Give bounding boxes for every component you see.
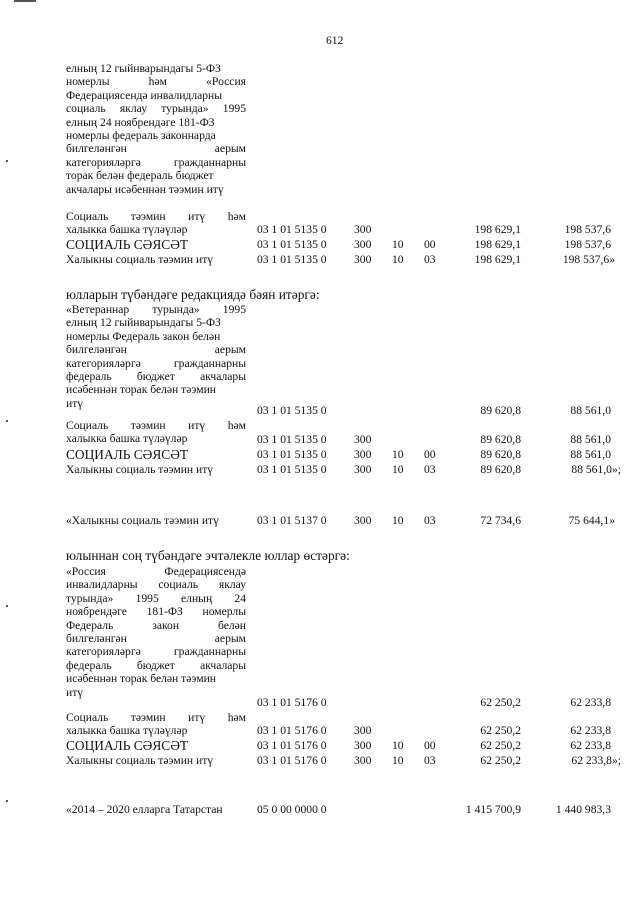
row-label: СОЦИАЛЬ СӘЯСӘТ (66, 738, 189, 753)
program-code: 03 1 01 5135 0 (257, 433, 327, 446)
description-line: Федерациясендә инвалидларны (66, 88, 223, 102)
program-code: 03 1 01 5135 0 (257, 238, 327, 251)
amount-2016: 88 561,0»; (571, 463, 621, 476)
row-label-line: халыкка башка түләүләр (66, 432, 188, 446)
row-label: Халыкны социаль тәэмин итү (66, 754, 214, 767)
description-line: итү (66, 396, 84, 410)
scan-corner-mark (14, 0, 36, 2)
section-code: 10 (392, 463, 404, 476)
amount-2016: 62 233,8 (570, 724, 611, 737)
program-code: 03 1 01 5176 0 (257, 696, 327, 709)
amount-2015: 89 620,8 (480, 433, 521, 446)
description-line: категорияләргә гражданнарны (66, 645, 246, 659)
description-line: елның 12 гыйнварындагы 5-ФЗ (66, 62, 221, 75)
section-code: 10 (392, 238, 404, 251)
amount-2015: 89 620,8 (480, 463, 521, 476)
amount-2015: 198 629,1 (474, 238, 521, 251)
description-line: «Россия Федерациясендә (66, 565, 246, 578)
budget-item-description (66, 62, 246, 196)
expense-type-code: 300 (354, 448, 372, 461)
amount-2016: 62 233,8»; (571, 754, 621, 767)
description-line: билгеләнгән аерым (66, 343, 246, 357)
budget-item-description (66, 303, 246, 410)
description-line: турында» 1995 елның 24 (66, 591, 246, 605)
subsection-code: 00 (424, 238, 436, 251)
amount-2016: 62 233,8 (570, 739, 611, 752)
description-line: федераль бюджет акчалары (66, 658, 246, 672)
row-label-line: халыкка башка түләүләр (66, 724, 188, 738)
budget-item-description (66, 565, 246, 699)
expense-type-code: 300 (354, 433, 372, 446)
amount-2016: 62 233,8 (570, 696, 611, 709)
amount-2016: 198 537,6» (562, 253, 615, 266)
amount-2015: 89 620,8 (480, 404, 521, 417)
description-line: торак белән федераль бюджет (66, 169, 214, 183)
section-code: 10 (392, 739, 404, 752)
amount-2016: 75 644,1» (568, 514, 615, 527)
row-label: «Халыкны социаль тәэмин итү (66, 514, 219, 527)
description-line: билгеләнгән аерым (66, 142, 246, 156)
description-line: елның 12 гыйнварындагы 5-ФЗ (66, 316, 221, 330)
expense-type-code: 300 (354, 754, 372, 767)
amount-2015: 198 629,1 (474, 223, 521, 236)
program-code: 05 0 00 0000 0 (257, 803, 327, 816)
program-code: 03 1 01 5176 0 (257, 739, 327, 752)
program-code: 03 1 01 5135 0 (257, 223, 327, 236)
description-line: елның 24 ноябрендәге 181-ФЗ (66, 115, 215, 129)
description-line: ноябрендәге 181-ФЗ номерлы (66, 605, 246, 619)
amount-2015: 1 415 700,9 (465, 803, 521, 816)
expense-type-code: 300 (354, 238, 372, 251)
scan-edge-dot (6, 800, 8, 802)
row-label: Халыкны социаль тәэмин итү (66, 463, 214, 476)
description-line: итү (66, 685, 84, 699)
amount-2015: 72 734,6 (480, 514, 521, 527)
amount-2015: 198 629,1 (474, 253, 521, 266)
program-code: 03 1 01 5176 0 (257, 724, 327, 737)
expense-type-code: 300 (354, 463, 372, 476)
subsection-code: 03 (424, 253, 436, 266)
section-code: 10 (392, 448, 404, 461)
row-label: СОЦИАЛЬ СӘЯСӘТ (66, 237, 189, 252)
row-label (66, 419, 246, 446)
description-line: исәбеннән торак белән тәэмин (66, 383, 216, 397)
amount-2016: 88 561,0 (570, 433, 611, 446)
subsection-code: 03 (424, 514, 436, 527)
expense-type-code: 300 (354, 739, 372, 752)
expense-type-code: 300 (354, 223, 372, 236)
row-label (66, 210, 246, 237)
expense-type-code: 300 (354, 514, 372, 527)
description-line: категорияләргә гражданнарны (66, 155, 246, 169)
row-label (66, 711, 246, 738)
amount-2016: 1 440 983,3 (555, 803, 611, 816)
subsection-code: 03 (424, 754, 436, 767)
amount-2016: 198 537,6 (564, 223, 611, 236)
description-line: федераль бюджет акчалары (66, 370, 246, 384)
scan-edge-dot (6, 160, 8, 162)
amount-2015: 62 250,2 (480, 754, 521, 767)
description-line: инвалидларны социаль яклау (66, 578, 246, 592)
program-code: 03 1 01 5176 0 (257, 754, 327, 767)
section-code: 10 (392, 253, 404, 266)
expense-type-code: 300 (354, 724, 372, 737)
amount-2015: 62 250,2 (480, 696, 521, 709)
program-code: 03 1 01 5135 0 (257, 463, 327, 476)
program-code: 03 1 01 5135 0 (257, 253, 327, 266)
description-line: социаль яклау турында» 1995 (66, 102, 246, 116)
amount-2015: 89 620,8 (480, 448, 521, 461)
amount-2016: 88 561,0 (570, 448, 611, 461)
instruction-text: юлларын түбәндәге редакциядә бәян итәргә: (66, 287, 320, 302)
subsection-code: 03 (424, 463, 436, 476)
description-line: акчалары исәбеннән тәэмин итү (66, 182, 224, 196)
program-code: 03 1 01 5135 0 (257, 404, 327, 417)
row-label: СОЦИАЛЬ СӘЯСӘТ (66, 447, 189, 462)
page-number: 612 (326, 34, 344, 47)
program-code: 03 1 01 5135 0 (257, 448, 327, 461)
scan-edge-dot (6, 605, 8, 607)
description-line: категорияләргә гражданнарны (66, 356, 246, 370)
row-label-line: Социаль тәэмин итү һәм (66, 419, 246, 432)
expense-type-code: 300 (354, 253, 372, 266)
row-label: Халыкны социаль тәэмин итү (66, 253, 214, 266)
program-code: 03 1 01 5137 0 (257, 514, 327, 527)
description-line: билгеләнгән аерым (66, 632, 246, 646)
description-line: номерлы һәм «Россия (66, 75, 246, 89)
subsection-code: 00 (424, 739, 436, 752)
subsection-code: 00 (424, 448, 436, 461)
amount-2015: 62 250,2 (480, 724, 521, 737)
scan-edge-dot (6, 420, 8, 422)
row-label-line: халыкка башка түләүләр (66, 223, 188, 237)
amount-2016: 198 537,6 (564, 238, 611, 251)
description-line: номерлы Федераль закон белән (66, 329, 221, 343)
amount-2016: 88 561,0 (570, 404, 611, 417)
description-line: «Ветераннар турында» 1995 (66, 303, 246, 316)
description-line: номерлы федераль законнарда (66, 129, 216, 143)
description-line: исәбеннән торак белән тәэмин (66, 672, 216, 686)
section-code: 10 (392, 754, 404, 767)
row-label-line: Социаль тәэмин итү һәм (66, 210, 246, 223)
section-code: 10 (392, 514, 404, 527)
instruction-text: юлыннан соң түбәндәге эчтәлекле юллар өстәргә: (66, 548, 350, 563)
row-label-line: Социаль тәэмин итү һәм (66, 711, 246, 724)
description-line: Федераль закон белән (66, 618, 246, 632)
row-label: «2014 – 2020 елларга Татарстан (66, 803, 223, 816)
amount-2015: 62 250,2 (480, 739, 521, 752)
